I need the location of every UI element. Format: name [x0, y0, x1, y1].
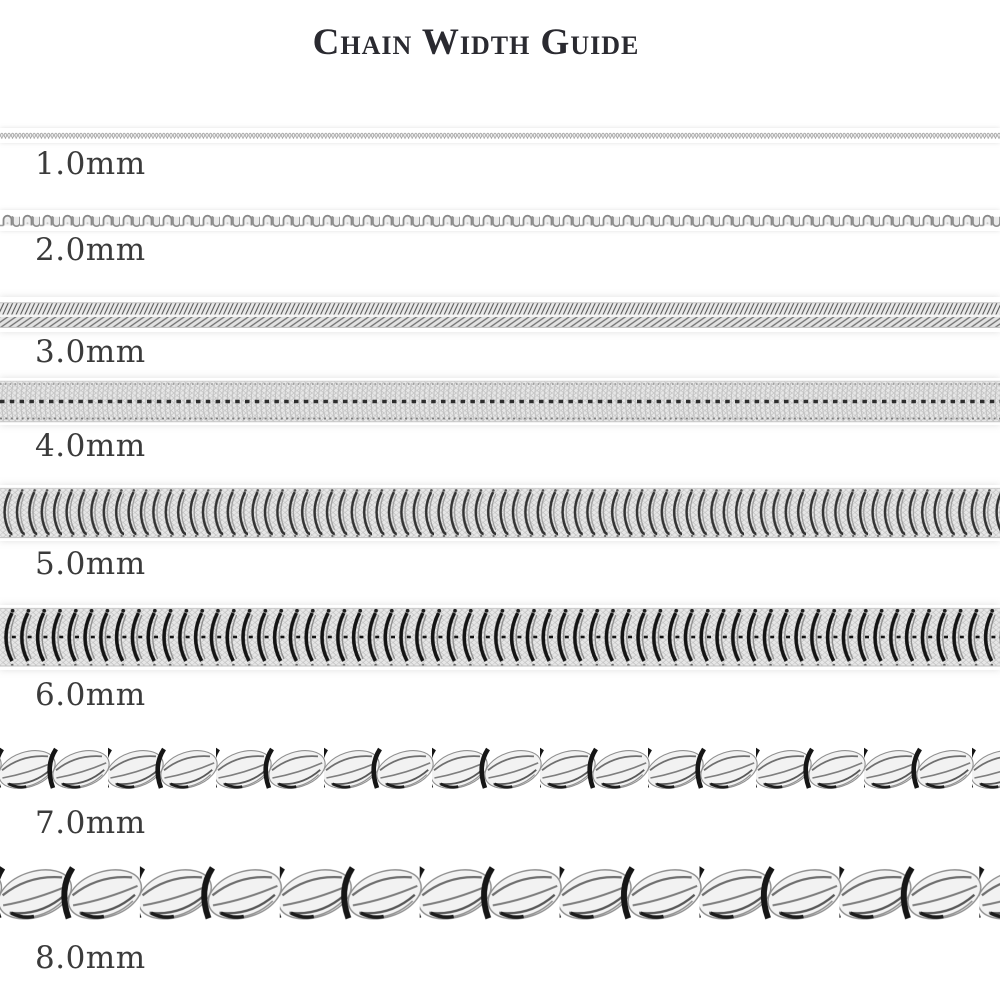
- chain-width-label: 8.0mm: [35, 940, 146, 976]
- chain-width-label: 4.0mm: [35, 428, 146, 464]
- chain-width-label: 7.0mm: [35, 805, 146, 841]
- chain-width-label: 3.0mm: [35, 334, 146, 370]
- chain-width-label: 2.0mm: [35, 232, 146, 268]
- chain-image-6mm-snake: [0, 605, 1000, 670]
- chain-width-label: 1.0mm: [35, 146, 146, 182]
- chain-width-label: 5.0mm: [35, 546, 146, 582]
- chain-image-2mm-box: [0, 210, 1000, 231]
- chain-image-7mm-rope: [0, 736, 1000, 803]
- chain-image-1mm-box: [0, 128, 1000, 143]
- chain-image-5mm-snake: [0, 485, 1000, 541]
- chain-image-3mm-snake: [0, 297, 1000, 332]
- chain-image-4mm-snake: [0, 378, 1000, 425]
- page-title: Chain Width Guide: [312, 22, 640, 63]
- chain-width-label: 6.0mm: [35, 677, 146, 713]
- chain-image-8mm-rope: [0, 851, 1000, 938]
